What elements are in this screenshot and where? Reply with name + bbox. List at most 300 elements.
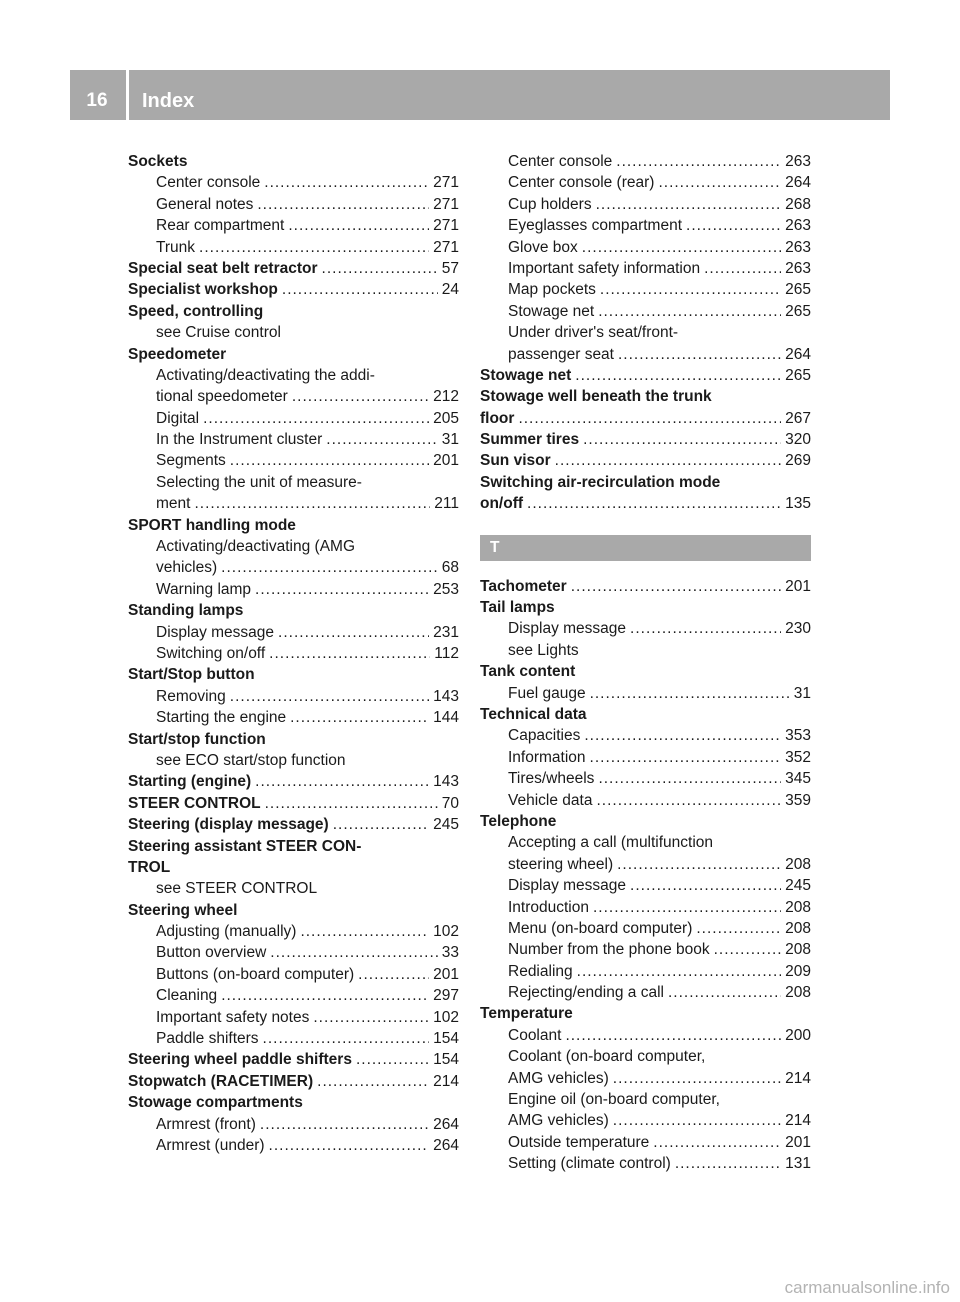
page-ref: 208	[785, 898, 811, 916]
dot-leader	[255, 771, 429, 792]
entry-text: Stowage net	[508, 302, 595, 320]
dot-leader	[333, 814, 429, 835]
index-subentry	[128, 622, 459, 643]
index-entry	[480, 1003, 811, 1024]
entry-text: Sockets	[128, 153, 188, 170]
index-subentry	[128, 472, 459, 493]
page-ref: 208	[785, 919, 811, 937]
page-ref: 230	[785, 620, 811, 638]
dot-leader	[326, 429, 437, 450]
page-ref: 214	[785, 1069, 811, 1087]
entry-text: Coolant	[508, 1026, 562, 1044]
entry-text: Steering assistant STEER CON-	[128, 837, 362, 855]
index-subentry	[128, 172, 459, 193]
index-entry	[128, 515, 459, 536]
entry-text: see Lights	[508, 641, 579, 659]
dot-leader	[658, 172, 781, 193]
page-ref: 265	[785, 281, 811, 299]
dot-leader	[630, 875, 781, 896]
entry-text: Technical data	[480, 705, 587, 723]
dot-leader	[358, 964, 429, 985]
dot-leader	[290, 707, 429, 728]
dot-leader	[618, 344, 781, 365]
index-column-left	[128, 151, 459, 1156]
page-ref: 201	[785, 1133, 811, 1151]
dot-leader	[653, 1132, 781, 1153]
page-ref: 264	[433, 1136, 459, 1154]
page-ref: 264	[785, 345, 811, 363]
entry-text: Setting (climate control)	[508, 1155, 671, 1173]
index-subentry	[480, 854, 811, 875]
page-ref: 231	[433, 623, 459, 641]
index-subentry	[480, 1153, 811, 1174]
dot-leader	[598, 301, 781, 322]
dot-leader	[598, 768, 781, 789]
entry-text: Sun visor	[480, 452, 551, 470]
entry-text: Steering wheel paddle shifters	[128, 1051, 352, 1069]
entry-text: Special seat belt retractor	[128, 259, 318, 277]
dot-leader	[613, 1068, 781, 1089]
dot-leader	[278, 622, 429, 643]
entry-text: Armrest (front)	[156, 1115, 256, 1133]
page-ref: 345	[785, 770, 811, 788]
entry-text: Number from the phone book	[508, 941, 710, 959]
index-subentry	[480, 747, 811, 768]
index-subentry	[128, 322, 459, 343]
index-subentry	[128, 942, 459, 963]
page-ref: 131	[785, 1155, 811, 1173]
dot-leader	[257, 194, 429, 215]
index-subentry	[480, 640, 811, 661]
index-entry	[128, 1071, 459, 1092]
index-subentry	[128, 194, 459, 215]
page-title: Index	[142, 90, 195, 112]
entry-text: Under driver's seat/front-	[508, 324, 679, 342]
index-subentry	[480, 897, 811, 918]
entry-text: Standing lamps	[128, 602, 244, 620]
entry-text: Start/stop function	[128, 730, 266, 748]
index-subentry	[480, 194, 811, 215]
index-subentry	[480, 1110, 811, 1131]
index-entry	[480, 472, 811, 493]
index-subentry	[128, 237, 459, 258]
page-ref: 264	[785, 174, 811, 192]
header-divider	[126, 70, 129, 120]
entry-text: Display message	[508, 620, 627, 638]
dot-leader	[575, 365, 781, 386]
entry-text: Outside temperature	[508, 1133, 650, 1151]
index-subentry	[480, 151, 811, 172]
dot-leader	[292, 386, 429, 407]
index-entry	[128, 814, 459, 835]
index-subentry	[128, 1007, 459, 1028]
index-subentry	[480, 618, 811, 639]
index-entry	[480, 365, 811, 386]
dot-leader	[583, 429, 781, 450]
index-subentry	[128, 707, 459, 728]
index-subentry	[480, 215, 811, 236]
entry-text: Fuel gauge	[508, 684, 586, 702]
entry-text: vehicles)	[156, 559, 218, 577]
page-ref: 271	[433, 174, 459, 192]
index-subentry	[128, 493, 459, 514]
index-subentry	[128, 750, 459, 771]
entry-text: Important safety information	[508, 259, 701, 277]
dot-leader	[288, 215, 429, 236]
page-header	[70, 70, 890, 120]
dot-leader	[263, 1028, 430, 1049]
index-subentry	[480, 322, 811, 343]
entry-text: Speed, controlling	[128, 302, 264, 320]
dot-leader	[322, 258, 438, 279]
page-ref: 214	[785, 1112, 811, 1130]
dot-leader	[668, 982, 781, 1003]
entry-text: Paddle shifters	[156, 1030, 259, 1048]
page-ref: 245	[433, 816, 459, 834]
index-entry	[128, 1049, 459, 1070]
index-subentry	[480, 301, 811, 322]
dot-leader	[696, 918, 781, 939]
entry-text: tional speedometer	[156, 388, 288, 406]
dot-leader	[282, 279, 438, 300]
page-ref: 57	[441, 259, 459, 277]
page-number: 16	[86, 90, 108, 111]
dot-leader	[555, 450, 781, 471]
entry-text: Center console	[508, 153, 613, 170]
index-subentry	[480, 172, 811, 193]
entry-text: Coolant (on-board computer,	[508, 1048, 706, 1066]
index-subentry	[128, 921, 459, 942]
page-ref: 33	[441, 944, 459, 962]
page-ref: 245	[785, 877, 811, 895]
dot-leader	[613, 1110, 781, 1131]
index-entry	[128, 600, 459, 621]
page-ref: 143	[433, 687, 459, 705]
dot-leader	[230, 686, 429, 707]
index-subentry	[480, 939, 811, 960]
index-entry	[128, 344, 459, 365]
index-subentry	[480, 344, 811, 365]
index-entry	[128, 258, 459, 279]
index-subentry	[128, 686, 459, 707]
entry-text: Rear compartment	[156, 217, 285, 235]
page-ref: 320	[785, 431, 811, 449]
dot-leader	[704, 258, 781, 279]
entry-text: Center console (rear)	[508, 174, 655, 192]
entry-text: Vehicle data	[508, 791, 593, 809]
index-entry	[128, 771, 459, 792]
entry-text: SPORT handling mode	[128, 516, 296, 534]
page-ref: 214	[433, 1072, 459, 1090]
index-subentry	[128, 536, 459, 557]
entry-text: Segments	[156, 452, 226, 470]
page-ref: 264	[433, 1115, 459, 1133]
entry-text: Adjusting (manually)	[156, 923, 297, 941]
index-subentry	[480, 832, 811, 853]
dot-leader	[686, 215, 781, 236]
entry-text: Center console	[156, 174, 261, 192]
page-ref: 24	[441, 281, 459, 299]
entry-text: Telephone	[480, 812, 557, 830]
index-entry	[128, 151, 459, 172]
page-ref: 263	[785, 238, 811, 256]
page-ref: 263	[785, 217, 811, 235]
page-ref: 271	[433, 195, 459, 213]
entry-text: Button overview	[156, 944, 267, 962]
index-subentry	[128, 450, 459, 471]
dot-leader	[269, 1135, 430, 1156]
index-entry	[128, 836, 459, 857]
index-entry	[480, 704, 811, 725]
index-entry	[480, 597, 811, 618]
dot-leader	[270, 942, 437, 963]
entry-text: Starting (engine)	[128, 773, 252, 791]
page-ref: 297	[433, 987, 459, 1005]
page-ref: 212	[433, 388, 459, 406]
dot-leader	[675, 1153, 781, 1174]
dot-leader	[565, 1025, 781, 1046]
entry-text: Glove box	[508, 238, 578, 256]
index-subentry	[480, 1089, 811, 1110]
entry-text: Starting the engine	[156, 709, 287, 727]
page-ref: 31	[441, 431, 459, 449]
dot-leader	[199, 237, 429, 258]
page-ref: 201	[433, 965, 459, 983]
entry-text: Buttons (on-board computer)	[156, 965, 355, 983]
entry-text: passenger seat	[508, 345, 614, 363]
entry-text: Eyeglasses compartment	[508, 217, 683, 235]
index-entry	[480, 576, 811, 597]
index-entry	[128, 301, 459, 322]
index-entry	[128, 664, 459, 685]
page-ref: 271	[433, 217, 459, 235]
dot-leader	[518, 408, 781, 429]
entry-text: Temperature	[480, 1005, 573, 1023]
page-ref: 68	[441, 559, 459, 577]
index-subentry	[128, 643, 459, 664]
page-ref: 102	[433, 1008, 459, 1026]
dot-leader	[255, 579, 429, 600]
dot-leader	[230, 450, 429, 471]
entry-text: Speedometer	[128, 345, 227, 363]
index-subentry	[480, 237, 811, 258]
dot-leader	[617, 854, 781, 875]
index-subentry	[128, 1114, 459, 1135]
index-entry	[128, 729, 459, 750]
entry-text: TROL	[128, 858, 171, 876]
index-subentry	[128, 215, 459, 236]
index-subentry	[128, 878, 459, 899]
index-subentry	[128, 408, 459, 429]
index-entry	[128, 1092, 459, 1113]
index-entry	[128, 793, 459, 814]
entry-text: Stowage well beneath the trunk	[480, 388, 712, 406]
entry-text: Map pockets	[508, 281, 596, 299]
index-subentry	[480, 1068, 811, 1089]
entry-text: Display message	[156, 623, 275, 641]
index-entry	[480, 493, 811, 514]
index-subentry	[480, 279, 811, 300]
dot-leader	[317, 1071, 429, 1092]
page-ref: 352	[785, 748, 811, 766]
entry-text: Tank content	[480, 663, 576, 681]
entry-text: see STEER CONTROL	[156, 880, 318, 898]
dot-leader	[265, 793, 438, 814]
index-subentry	[480, 1132, 811, 1153]
dot-leader	[260, 1114, 429, 1135]
index-entry	[480, 429, 811, 450]
dot-leader	[616, 151, 781, 172]
index-subentry	[480, 961, 811, 982]
dot-leader	[221, 985, 429, 1006]
index-subentry	[128, 964, 459, 985]
entry-text: Specialist workshop	[128, 281, 278, 299]
entry-text: Tail lamps	[480, 599, 555, 617]
entry-text: floor	[480, 409, 515, 427]
index-subentry	[128, 386, 459, 407]
index-entry	[480, 386, 811, 407]
entry-text: Display message	[508, 877, 627, 895]
page-ref: 143	[433, 773, 459, 791]
page-ref: 200	[785, 1026, 811, 1044]
index-column-right	[480, 151, 811, 1175]
index-subentry	[128, 429, 459, 450]
page-ref: 102	[433, 923, 459, 941]
page-ref: 70	[441, 794, 459, 812]
index-subentry	[480, 790, 811, 811]
dot-leader	[221, 557, 438, 578]
entry-text: Accepting a call (multifunction	[508, 834, 714, 852]
page-ref: 359	[785, 791, 811, 809]
entry-text: Stowage compartments	[128, 1094, 303, 1112]
page-ref: 112	[434, 644, 459, 662]
index-subentry	[128, 365, 459, 386]
entry-text: Important safety notes	[156, 1008, 310, 1026]
entry-text: Selecting the unit of measure-	[156, 473, 362, 491]
page-ref: 208	[785, 941, 811, 959]
page-ref: 353	[785, 727, 811, 745]
entry-text: STEER CONTROL	[128, 794, 261, 812]
page-ref: 265	[785, 302, 811, 320]
entry-text: Steering (display message)	[128, 816, 329, 834]
entry-text: see Cruise control	[156, 324, 281, 342]
page-ref: 201	[785, 577, 811, 595]
index-subentry	[480, 982, 811, 1003]
entry-text: General notes	[156, 195, 254, 213]
page-ref: 263	[785, 259, 811, 277]
page-ref: 205	[433, 409, 459, 427]
entry-text: AMG vehicles)	[508, 1069, 609, 1087]
page-ref: 265	[785, 366, 811, 384]
entry-text: Capacities	[508, 727, 581, 745]
entry-text: Steering wheel	[128, 901, 238, 919]
entry-text: Redialing	[508, 962, 573, 980]
entry-text: Tires/wheels	[508, 770, 595, 788]
entry-text: Rejecting/ending a call	[508, 984, 664, 1002]
index-subentry	[480, 875, 811, 896]
page-ref: 269	[785, 452, 811, 470]
entry-text: Summer tires	[480, 431, 580, 449]
entry-text: Removing	[156, 687, 226, 705]
index-subentry	[480, 768, 811, 789]
dot-leader	[630, 618, 781, 639]
entry-text: Stowage net	[480, 366, 572, 384]
entry-text: Stopwatch (RACETIMER)	[128, 1072, 314, 1090]
index-subentry	[480, 683, 811, 704]
entry-text: AMG vehicles)	[508, 1112, 609, 1130]
page-ref: 267	[785, 409, 811, 427]
entry-text: Cleaning	[156, 987, 218, 1005]
entry-text: ment	[156, 495, 191, 513]
index-subentry	[480, 725, 811, 746]
dot-leader	[264, 172, 429, 193]
index-subentry	[480, 918, 811, 939]
dot-leader	[582, 237, 781, 258]
page-ref: 208	[785, 855, 811, 873]
page-ref: 263	[785, 153, 811, 170]
dot-leader	[269, 643, 430, 664]
dot-leader	[596, 194, 782, 215]
page-ref: 253	[433, 580, 459, 598]
dot-leader	[194, 493, 430, 514]
index-entry	[480, 811, 811, 832]
index-entry	[480, 450, 811, 471]
entry-text: Start/Stop button	[128, 666, 255, 684]
page-ref: 154	[433, 1051, 459, 1069]
page-ref: 154	[433, 1030, 459, 1048]
dot-leader	[584, 725, 781, 746]
dot-leader	[596, 790, 781, 811]
entry-text: Tachometer	[480, 577, 567, 595]
entry-text: In the Instrument cluster	[156, 431, 323, 449]
entry-text: Activating/deactivating the addi-	[156, 366, 375, 384]
index-subentry	[480, 258, 811, 279]
page-ref: 201	[433, 452, 459, 470]
page-ref: 135	[785, 495, 811, 513]
dot-leader	[571, 576, 781, 597]
dot-leader	[600, 279, 781, 300]
dot-leader	[593, 897, 781, 918]
entry-text: Engine oil (on-board computer,	[508, 1091, 720, 1109]
entry-text: Warning lamp	[156, 580, 252, 598]
index-subentry	[128, 1028, 459, 1049]
index-subentry	[128, 579, 459, 600]
index-subentry	[480, 1025, 811, 1046]
index-entry	[480, 408, 811, 429]
entry-text: Menu (on-board computer)	[508, 919, 693, 937]
entry-text: steering wheel)	[508, 855, 614, 873]
index-subentry	[128, 1135, 459, 1156]
watermark: carmanualsonline.info	[784, 1278, 950, 1297]
entry-text: see ECO start/stop function	[156, 751, 346, 769]
page-ref: 268	[785, 195, 811, 213]
page-ref: 271	[433, 238, 459, 256]
dot-leader	[300, 921, 429, 942]
entry-text: Activating/deactivating (AMG	[156, 538, 356, 556]
entry-text: on/off	[480, 495, 524, 513]
dot-leader	[313, 1007, 429, 1028]
entry-text: Switching on/off	[156, 644, 266, 662]
index-subentry	[128, 985, 459, 1006]
entry-text: Armrest (under)	[156, 1136, 265, 1154]
entry-text: Information	[508, 748, 586, 766]
index-subentry	[480, 1046, 811, 1067]
dot-leader	[203, 408, 429, 429]
entry-text: Trunk	[156, 238, 196, 256]
entry-text: Digital	[156, 409, 200, 427]
index-entry	[128, 279, 459, 300]
dot-leader	[590, 747, 782, 768]
